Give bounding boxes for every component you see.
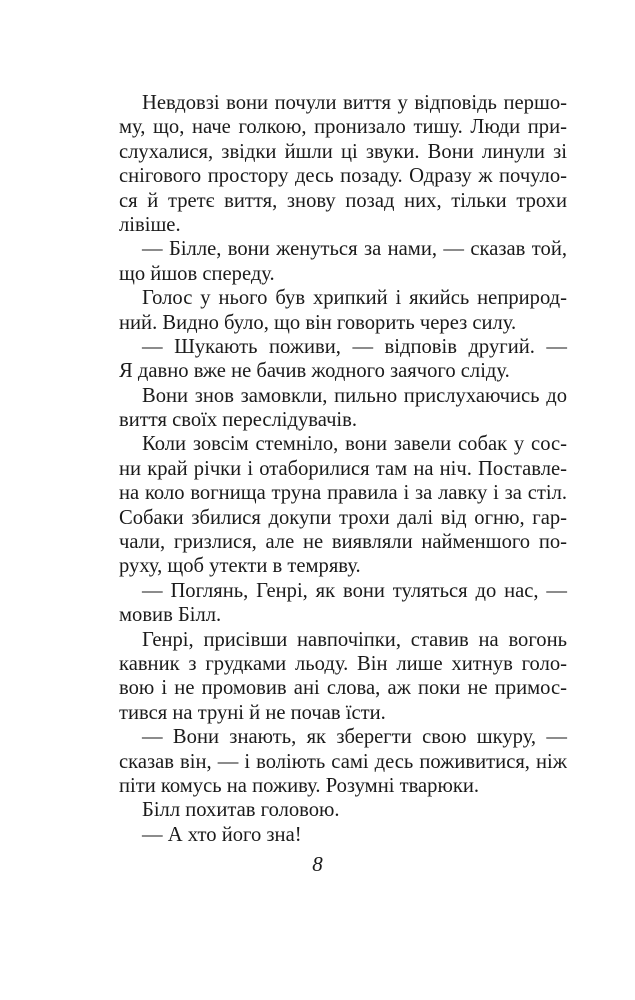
text-line: піти комусь на поживу. Розумні тварюки. (119, 774, 480, 797)
text-line: Я давно вже не бачив жодного заячого сліду. (119, 360, 510, 383)
text-line: лівіше. (119, 213, 181, 236)
text-line: снігового простору десь позаду. Одразу ж почуло- (119, 165, 567, 188)
text-line: виття своїх переслідувачів. (119, 409, 358, 432)
text-line: чали, гризлися, але не виявляли найменшого по- (119, 531, 567, 554)
text-line: Білл похитав головою. (142, 799, 340, 822)
text-line: — Білле, вони женуться за нами, — сказав той, (142, 238, 567, 261)
text-line: кавник з грудками льоду. Він лише хитнув голо- (119, 652, 567, 675)
text-line: що йшов спереду. (119, 262, 275, 285)
text-line: тився на труні й не почав їсти. (119, 701, 386, 724)
text-line: сказав він, — і воліють самі десь поживитися, ніж (119, 750, 567, 773)
text-line: Собаки збилися докупи трохи далі від огню, гар- (119, 506, 567, 529)
text-line: руху, щоб утекти в темряву. (119, 555, 361, 578)
text-line: Вони знов замовкли, пильно прислухаючись до (142, 384, 567, 407)
text-line: ни край річки і отаборилися там на ніч. Поставле- (119, 457, 567, 480)
text-line: Коли зовсім стемніло, вони завели собак у сос- (142, 433, 567, 456)
text-line: на коло вогнища труна правила і за лавку і за стіл. (119, 482, 567, 505)
text-line: ся й третє виття, знову позад них, тільки трохи (119, 189, 567, 212)
text-line: Невдовзі вони почули виття у відповідь першо- (142, 92, 567, 114)
text-line: мовив Білл. (119, 604, 222, 627)
text-line: — А хто його зна! (142, 823, 302, 846)
text-line: вою і не промовив ані слова, аж поки не примос- (119, 677, 567, 700)
text-line: слухалися, звідки йшли ці звуки. Вони линули зі (119, 140, 567, 163)
text-line: Генрі, присівши навпочіпки, ставив на вогонь (142, 628, 567, 651)
text-line: — Вони знають, як зберегти свою шкуру, — (142, 726, 567, 749)
text-line: Голос у нього був хрипкий і якийсь неприрод- (142, 287, 567, 310)
text-line: му, що, наче голкою, пронизало тишу. Люди при- (119, 116, 567, 139)
text-line: — Поглянь, Генрі, як вони туляться до нас, — (142, 579, 567, 602)
text-line: ний. Видно було, що він говорить через силу. (119, 311, 517, 334)
body-text (119, 91, 567, 847)
text-line: — Шукають поживи, — відповів другий. — (142, 335, 567, 358)
page-number: 8 (312, 852, 323, 876)
